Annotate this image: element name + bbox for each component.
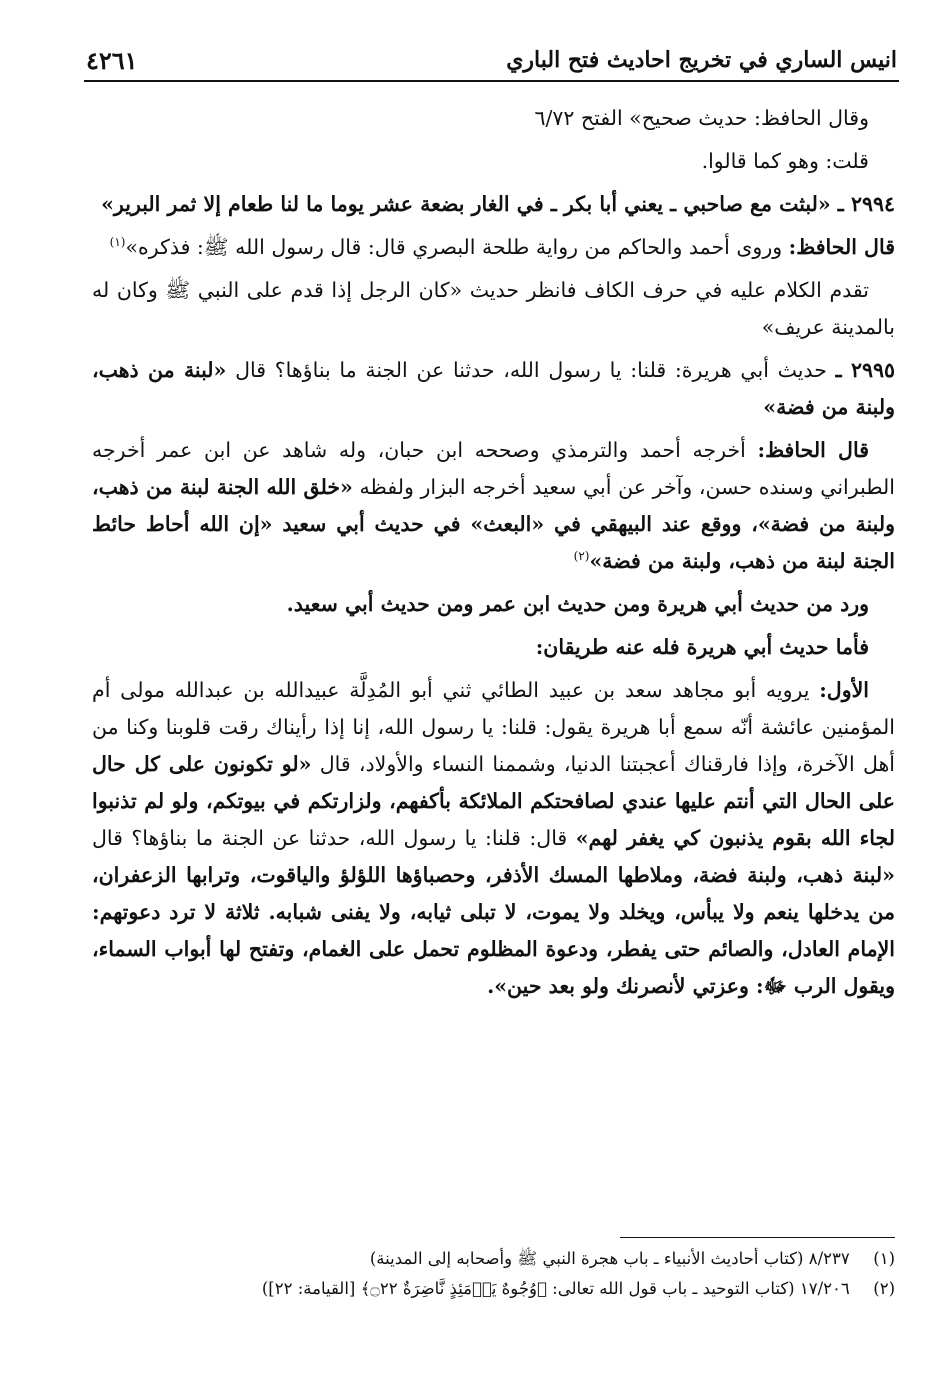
running-title: انيس الساري في تخريج احاديث فتح الباري (506, 47, 897, 73)
footnote-rule (620, 1237, 895, 1238)
main-text (92, 100, 895, 1011)
paragraph-narrations: ورد من حديث أبي هريرة ومن حديث ابن عمر ومن حديث أبي سعيد. (286, 592, 869, 616)
footnote-1 (92, 1244, 895, 1274)
paragraph-hafiz-quote: وقال الحافظ: حديث صحيح» الفتح ٦/٧٢ (534, 106, 869, 130)
hadith-number: ٢٩٩٥ ـ (835, 358, 895, 382)
route-text: قال: قلنا: يا رسول الله، حدثنا عن الجنة ما بناؤها؟ قال (92, 826, 568, 850)
hafiz-text: وروى أحمد والحاكم من رواية طلحة البصري قال: قال رسول الله ﷺ: فذكره» (125, 235, 783, 259)
footnote-text: ١٧/٢٠٦ (كتاب التوحيد ـ باب قول الله تعالى: ﴿وُجُوهٌ يَوۡمَئِذٍ نَّاضِرَةٌ ۝٢٢﴾ [القيامة: ٢٢]) (261, 1279, 850, 1298)
page-number: ٤٢٦١ (86, 45, 138, 75)
route-label: الأول: (819, 678, 869, 702)
route-text: يرويه أبو مجاهد سعد بن عبيد الطائي ثني أبو المُدِلَّة عبيدالله بن عبدالله مولى أم المؤمنين عائشة أنّه سمع أبا هريرة يقول: قلنا: يا رسول الله، إنا إذا رأيناك رقت قلوبنا وكنا من أهل الآخرة، وإذا فارقناك أعجبتنا الدنيا، وشممنا النساء والأولاد، قال (92, 678, 895, 776)
hadith-2994 (92, 186, 895, 223)
footnotes (92, 1244, 895, 1304)
hadith-text: «لبثت مع صاحبي ـ يعني أبا بكر ـ في الغار بضعة عشر يوما ما لنا طعام إلا ثمر البرير» (101, 192, 831, 216)
hafiz-label: قال الحافظ: (788, 235, 895, 259)
footnote-ref-1: (١) (109, 235, 126, 250)
hadith-number: ٢٩٩٤ ـ (837, 192, 895, 216)
paragraph-hafiz-2994 (92, 229, 895, 266)
page-header (86, 42, 897, 78)
hafiz-text: أخرجه أحمد والترمذي وصححه ابن حبان، وله شاهد عن ابن عمر أخرجه الطبراني وسنده حسن، وآخر عن أبي سعيد أخرجه البزار ولفظه (92, 438, 895, 499)
hafiz-bold-text: «خلق الله الجنة لبنة من ذهب، ولبنة من فضة»، ووقع عند البيهقي في «البعث» في حديث أبي سعيد «إن الله أحاط حائط الجنة لبنة من ذهب، ولبنة من فضة» (92, 475, 895, 573)
hadith-2995 (92, 352, 895, 426)
route-bold-text: «لبنة ذهب، ولبنة فضة، وملاطها المسك الأذفر، وحصباؤها اللؤلؤ والياقوت، وترابها الزعفران، من يدخلها ينعم ولا يبأس، ويخلد ولا يموت، لا تبلى ثيابه، ولا يفنى شبابه. ثلاثة لا ترد دعوتهم: الإمام العادل، والصائم حتى يفطر، ودعوة المظلوم تحمل على الغمام، وتفتح لها أبواب السماء، ويقول الرب ﷻ: وعزتي لأنصرنك ولو بعد حين». (92, 863, 895, 998)
hadith-text: حديث أبي هريرة: قلنا: يا رسول الله، حدثنا عن الجنة ما بناؤها؟ قال (235, 358, 827, 382)
footnote-number: (٢) (873, 1279, 895, 1298)
footnote-ref-2: (٢) (573, 549, 590, 564)
footnote-number: (١) (873, 1249, 895, 1268)
footnote-2 (92, 1274, 895, 1304)
header-rule (84, 80, 899, 82)
paragraph-cross-reference: تقدم الكلام عليه في حرف الكاف فانظر حديث «كان الرجل إذا قدم على النبي ﷺ وكان له بالمدينة عريف» (92, 278, 895, 339)
paragraph-qultu: قلت: وهو كما قالوا. (701, 149, 869, 173)
footnote-text: ٨/٢٣٧ (كتاب أحاديث الأنبياء ـ باب هجرة النبي ﷺ وأصحابه إلى المدينة) (369, 1249, 850, 1268)
paragraph-first-route (92, 672, 895, 1005)
paragraph-hafiz-2995 (92, 432, 895, 580)
paragraph-abu-hurayra-routes: فأما حديث أبي هريرة فله عنه طريقان: (535, 635, 869, 659)
hadith-bold-text: «لبنة من ذهب، ولبنة من فضة» (92, 358, 895, 419)
hafiz-label: قال الحافظ: (757, 438, 869, 462)
route-bold-text: «لو تكونون على كل حال على الحال التي أنتم عليها عندي لصافحتكم الملائكة بأكفهم، ولزارتكم في بيوتكم، ولو لم تذنبوا لجاء الله بقوم يذنبون كي يغفر لهم» (92, 752, 895, 850)
